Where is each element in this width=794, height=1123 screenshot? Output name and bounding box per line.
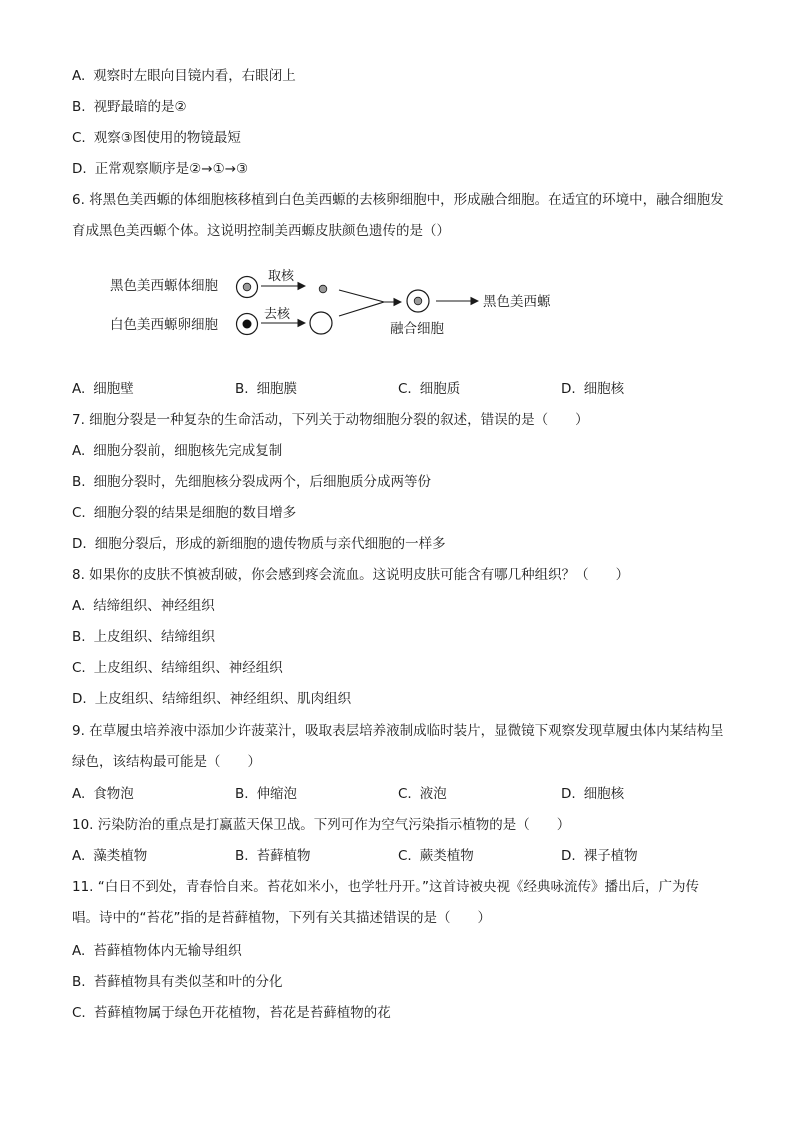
q6-option-c: C. 细胞质	[398, 381, 461, 397]
q7-option-c: C. 细胞分裂的结果是细胞的数目增多	[72, 505, 297, 521]
q9-option-b: B. 伸缩泡	[235, 786, 298, 802]
q7-stem: 7. 细胞分裂是一种复杂的生命活动，下列关于动物细胞分裂的叙述，错误的是（ ）	[72, 412, 589, 428]
q9-stem: 9. 在草履虫培养液中添加少许菠菜汁，吸取表层培养液制成临时装片，显微镜下观察发现草履虫体内某结构呈绿色，该结构最可能是（ ）	[72, 723, 724, 770]
white-cell-label: 白色美西螈卵细胞	[110, 317, 218, 333]
remove-nucleus-label: 去核	[264, 307, 291, 322]
cloning-diagram	[100, 262, 580, 342]
q5-option-b: B. 视野最暗的是②	[72, 99, 187, 115]
q8-option-b: B. 上皮组织、结缔组织	[72, 629, 216, 645]
extracted-nucleus	[319, 285, 327, 293]
merge-line-lower	[339, 302, 384, 316]
white-egg-cell	[237, 314, 258, 335]
q6-option-b: B. 细胞膜	[235, 381, 298, 397]
q8-stem: 8. 如果你的皮肤不慎被刮破，你会感到疼会流血。这说明皮肤可能含有哪几种组织？（ ）	[72, 567, 630, 583]
black-body-cell	[237, 277, 258, 298]
q8-option-c: C. 上皮组织、结缔组织、神经组织	[72, 660, 283, 676]
q7-option-a: A. 细胞分裂前，细胞核先完成复制	[72, 443, 283, 459]
q5-option-a: A. 观察时左眼向目镜内看，右眼闭上	[72, 68, 296, 84]
q11-option-b: B. 苔藓植物具有类似茎和叶的分化	[72, 974, 283, 990]
result-label: 黑色美西螈	[483, 294, 551, 310]
q9-option-d: D. 细胞核	[561, 786, 625, 802]
q6-stem: 6. 将黑色美西螈的体细胞核移植到白色美西螈的去核卵细胞中，形成融合细胞。在适宜的环境中，融合细胞发育成黑色美西螈个体。这说明控制美西螈皮肤颜色遗传的是（）	[72, 192, 724, 239]
black-cell-label: 黑色美西螈体细胞	[110, 278, 218, 294]
q11-option-c: C. 苔藓植物属于绿色开花植物，苔花是苔藓植物的花	[72, 1005, 391, 1021]
fused-cell	[407, 290, 429, 312]
q6-options	[72, 380, 724, 398]
fused-cell-label: 融合细胞	[390, 321, 444, 337]
take-nucleus-label: 取核	[268, 269, 295, 284]
q9-options	[72, 785, 724, 803]
q11-option-a: A. 苔藓植物体内无输导组织	[72, 943, 242, 959]
q10-options	[72, 847, 724, 865]
q9-option-a: A. 食物泡	[72, 786, 134, 802]
q5-option-d: D. 正常观察顺序是②→①→③	[72, 161, 249, 177]
q6-option-d: D. 细胞核	[561, 381, 625, 397]
q7-option-b: B. 细胞分裂时，先细胞核分裂成两个，后细胞质分成两等份	[72, 474, 432, 490]
enucleated-egg	[310, 312, 332, 334]
q5-option-c: C. 观察③图使用的物镜最短	[72, 130, 241, 146]
q6-option-a: A. 细胞壁	[72, 381, 134, 397]
merge-line-upper	[339, 290, 384, 302]
q10-option-c: C. 蕨类植物	[398, 848, 474, 864]
q10-stem: 10. 污染防治的重点是打赢蓝天保卫战。下列可作为空气污染指示植物的是（ ）	[72, 817, 571, 833]
q11-stem: 11. “白日不到处，青春恰自来。苔花如米小，也学牡丹开。”这首诗被央视《经典咏流传》播出后，广为传唱。诗中的“苔花”指的是苔藓植物，下列有关其描述错误的是（ ）	[72, 879, 699, 926]
q10-option-d: D. 裸子植物	[561, 848, 638, 864]
q7-option-d: D. 细胞分裂后，形成的新细胞的遗传物质与亲代细胞的一样多	[72, 536, 446, 552]
q8-option-a: A. 结缔组织、神经组织	[72, 598, 215, 614]
q10-option-a: A. 藻类植物	[72, 848, 148, 864]
q8-option-d: D. 上皮组织、结缔组织、神经组织、肌肉组织	[72, 691, 352, 707]
q9-option-c: C. 液泡	[398, 786, 447, 802]
q10-option-b: B. 苔藓植物	[235, 848, 311, 864]
